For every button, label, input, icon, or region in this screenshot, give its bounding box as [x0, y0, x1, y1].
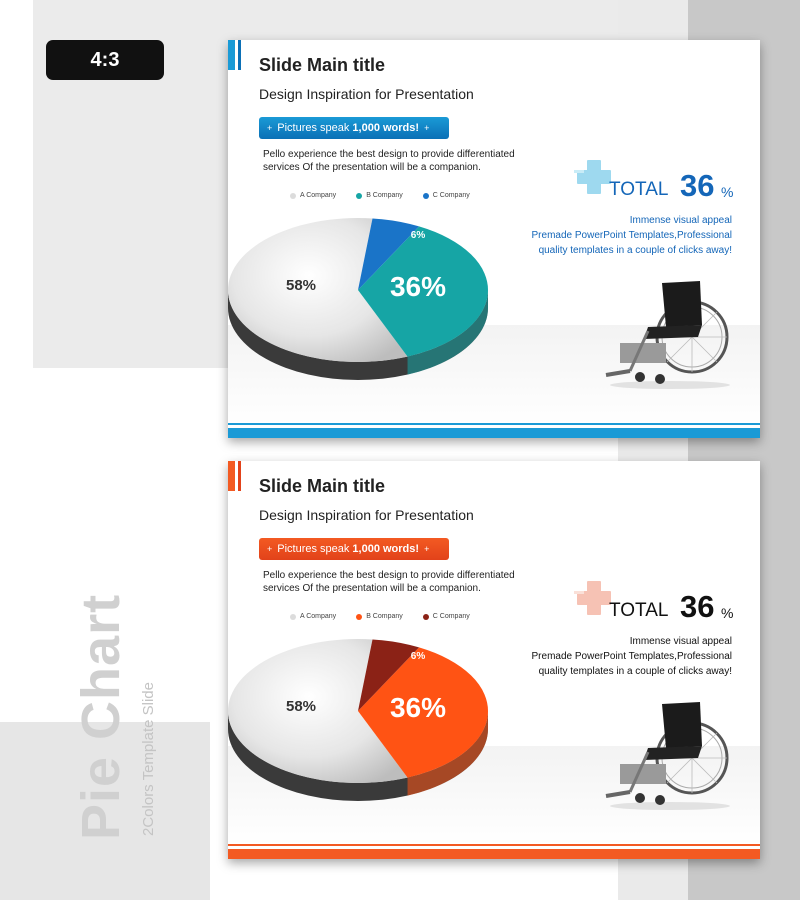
legend-swatch: [290, 193, 296, 199]
chart-legend: [290, 192, 470, 199]
accent-bar: [228, 461, 242, 491]
chart-legend: [290, 613, 470, 620]
plus-icon: +: [424, 123, 430, 133]
legend-item-c: [423, 613, 470, 620]
pie-data-label: 6%: [410, 230, 426, 241]
aspect-ratio-badge: 4:3: [46, 40, 164, 80]
banner-bold-text: 1,000 words!: [352, 122, 420, 134]
legend-item-b: [356, 613, 403, 620]
pie-data-label: 58%: [285, 698, 317, 715]
legend-label: B Company: [366, 192, 403, 199]
description-line: Immense visual appeal: [629, 636, 732, 647]
legend-label: A Company: [300, 613, 337, 620]
total-callout: [574, 579, 754, 629]
legend-label: C Company: [432, 192, 470, 199]
body-text: Pello experience the best design to provide differentiated services Of the presentation will be a companion.: [263, 149, 515, 173]
total-percent-sign: %: [721, 184, 734, 200]
pie-chart: [228, 631, 548, 831]
banner-bold-text: 1,000 words!: [352, 543, 420, 555]
banner-label: [259, 538, 449, 560]
legend-swatch: [423, 614, 429, 620]
legend-item-a: [290, 613, 336, 620]
total-value: 36: [680, 589, 715, 624]
wheelchair-image: [600, 275, 735, 390]
total-label: TOTAL: [609, 600, 669, 621]
bottom-line: [228, 844, 760, 846]
bottom-bar: [228, 849, 760, 859]
legend-label: B Company: [366, 613, 403, 620]
medical-cross-icon: [574, 158, 614, 198]
description: [532, 634, 732, 679]
legend-item-c: [423, 192, 470, 199]
description-line: Premade PowerPoint Templates,Professional: [531, 230, 732, 241]
plus-icon: +: [267, 123, 273, 133]
slide-title: Slide Main title: [259, 55, 386, 75]
total-callout: [574, 158, 754, 208]
slide-subtitle: Design Inspiration for Presentation: [259, 507, 474, 523]
description-line: quality templates in a couple of clicks away!: [538, 666, 732, 677]
medical-cross-icon: [574, 579, 614, 619]
legend-swatch: [423, 193, 429, 199]
legend-item-b: [356, 192, 403, 199]
pie-data-label: 36%: [389, 692, 447, 723]
banner-text: Pictures speak: [277, 122, 350, 134]
legend-label: A Company: [300, 192, 337, 199]
description-line: Immense visual appeal: [629, 215, 732, 226]
total-label: TOTAL: [609, 179, 669, 200]
legend-swatch: [290, 614, 296, 620]
plus-icon: +: [267, 544, 273, 554]
pie-chart: [228, 210, 548, 410]
pie-data-label: 58%: [285, 277, 317, 294]
banner-text: Pictures speak: [277, 543, 350, 555]
slide-subtitle: Design Inspiration for Presentation: [259, 86, 474, 102]
pie-data-label: 6%: [410, 651, 426, 662]
slide-orange[interactable]: [228, 461, 760, 859]
slide-blue[interactable]: [228, 40, 760, 438]
pie-data-label: 36%: [389, 271, 447, 302]
description-line: quality templates in a couple of clicks away!: [538, 245, 732, 256]
legend-item-a: [290, 192, 336, 199]
bottom-bar: [228, 428, 760, 438]
banner-label: [259, 117, 449, 139]
legend-swatch: [356, 614, 362, 620]
side-title: Pie Chart: [71, 593, 131, 840]
side-subtitle: 2Colors Template Slide: [140, 682, 157, 836]
total-value: 36: [680, 168, 715, 203]
plus-icon: +: [424, 544, 430, 554]
description-line: Premade PowerPoint Templates,Professional: [531, 651, 732, 662]
bottom-line: [228, 423, 760, 425]
wheelchair-image: [600, 696, 735, 811]
total-percent-sign: %: [721, 605, 734, 621]
legend-label: C Company: [432, 613, 470, 620]
legend-swatch: [356, 193, 362, 199]
description: [532, 213, 732, 258]
accent-bar: [228, 40, 242, 70]
body-text: Pello experience the best design to provide differentiated services Of the presentation will be a companion.: [263, 570, 515, 594]
slide-title: Slide Main title: [259, 476, 386, 496]
